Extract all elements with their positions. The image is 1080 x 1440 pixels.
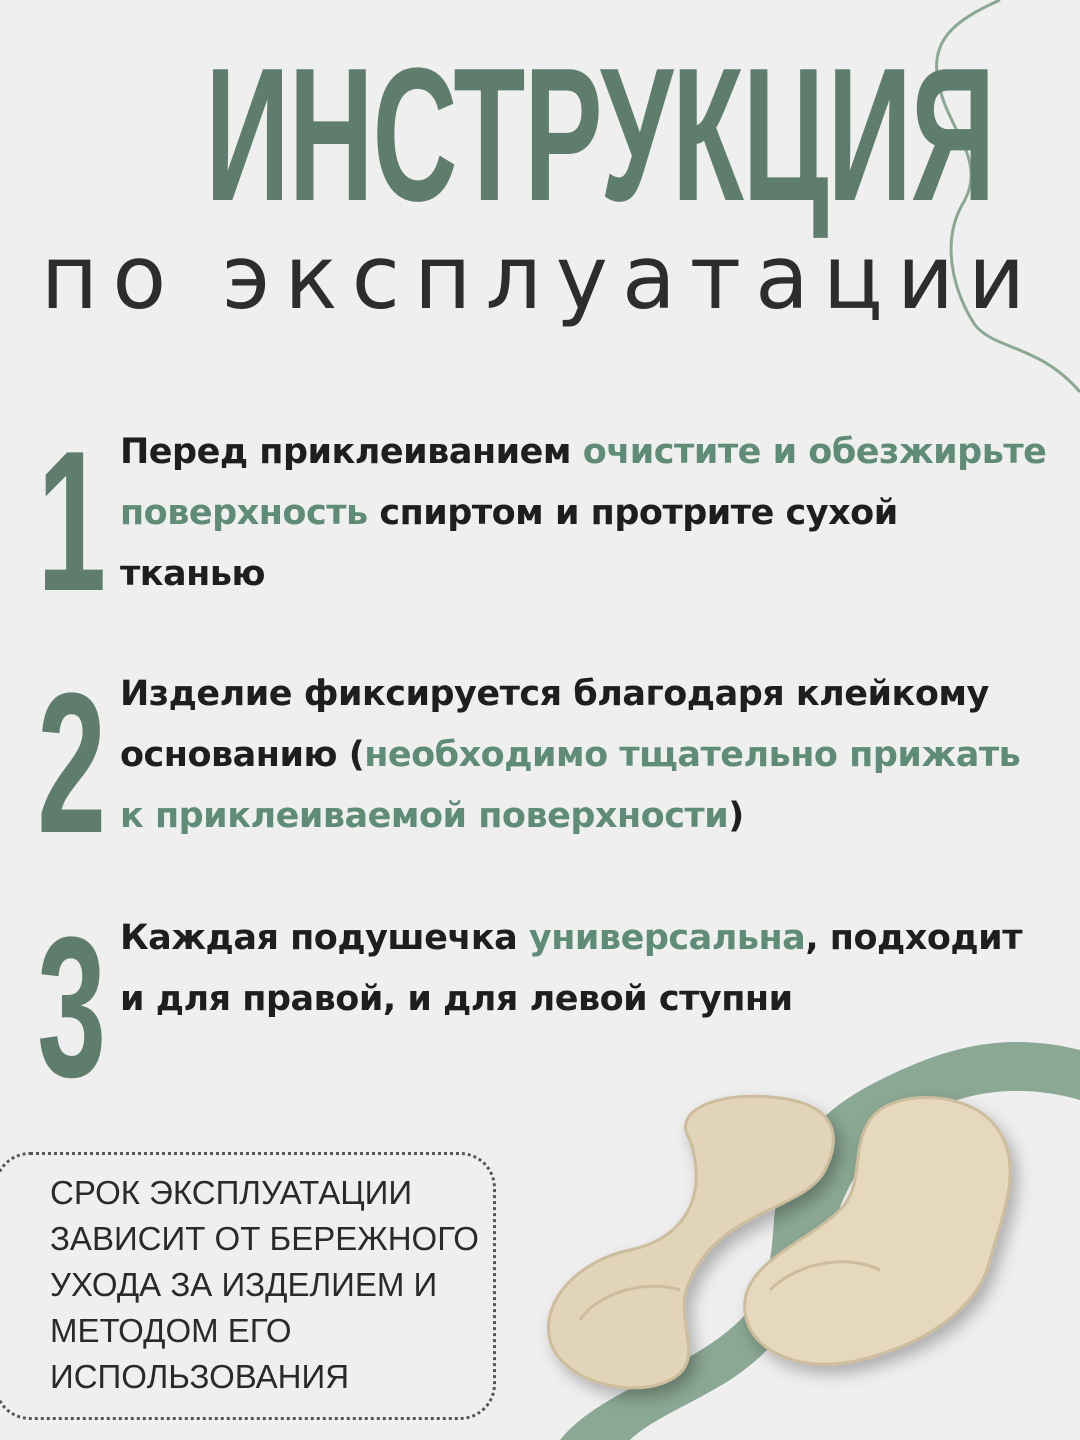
step-text-plain: ) bbox=[728, 796, 744, 836]
heel-pads-illustration bbox=[520, 1020, 1080, 1440]
step-text-plain: , подходит и для правой, и для левой ступни bbox=[120, 918, 1022, 1019]
step-text-highlight: очистите и обезжирьте поверхность bbox=[120, 432, 1047, 533]
step-text bbox=[120, 422, 1050, 605]
step-text-plain: спиртом и протрите сухой тканью bbox=[120, 493, 898, 594]
step-text-plain: Каждая подушечка bbox=[120, 918, 529, 958]
step-number: 1 bbox=[37, 410, 107, 633]
page-title: ИНСТРУКЦИЯ bbox=[205, 29, 995, 241]
page-subtitle: по эксплуатации bbox=[40, 226, 1040, 329]
step-number: 3 bbox=[37, 896, 107, 1119]
step-text-highlight: необходимо тщательно прижать к приклеиваемой поверхности bbox=[120, 735, 1021, 836]
step-number: 2 bbox=[37, 652, 107, 875]
note-text: СРОК ЭКСПЛУАТАЦИИ ЗАВИСИТ ОТ БЕРЕЖНОГО УХОДА ЗА ИЗДЕЛИЕМ И МЕТОДОМ ЕГО ИСПОЛЬЗОВАНИЯ bbox=[50, 1174, 479, 1395]
step-text-plain: Изделие фиксируется благодаря клейкому основанию ( bbox=[120, 674, 989, 775]
step-text bbox=[120, 664, 1050, 847]
step-text bbox=[120, 908, 1050, 1030]
step-text-highlight: универсальна bbox=[528, 918, 806, 958]
step-text-plain: Перед приклеиванием bbox=[120, 432, 583, 472]
